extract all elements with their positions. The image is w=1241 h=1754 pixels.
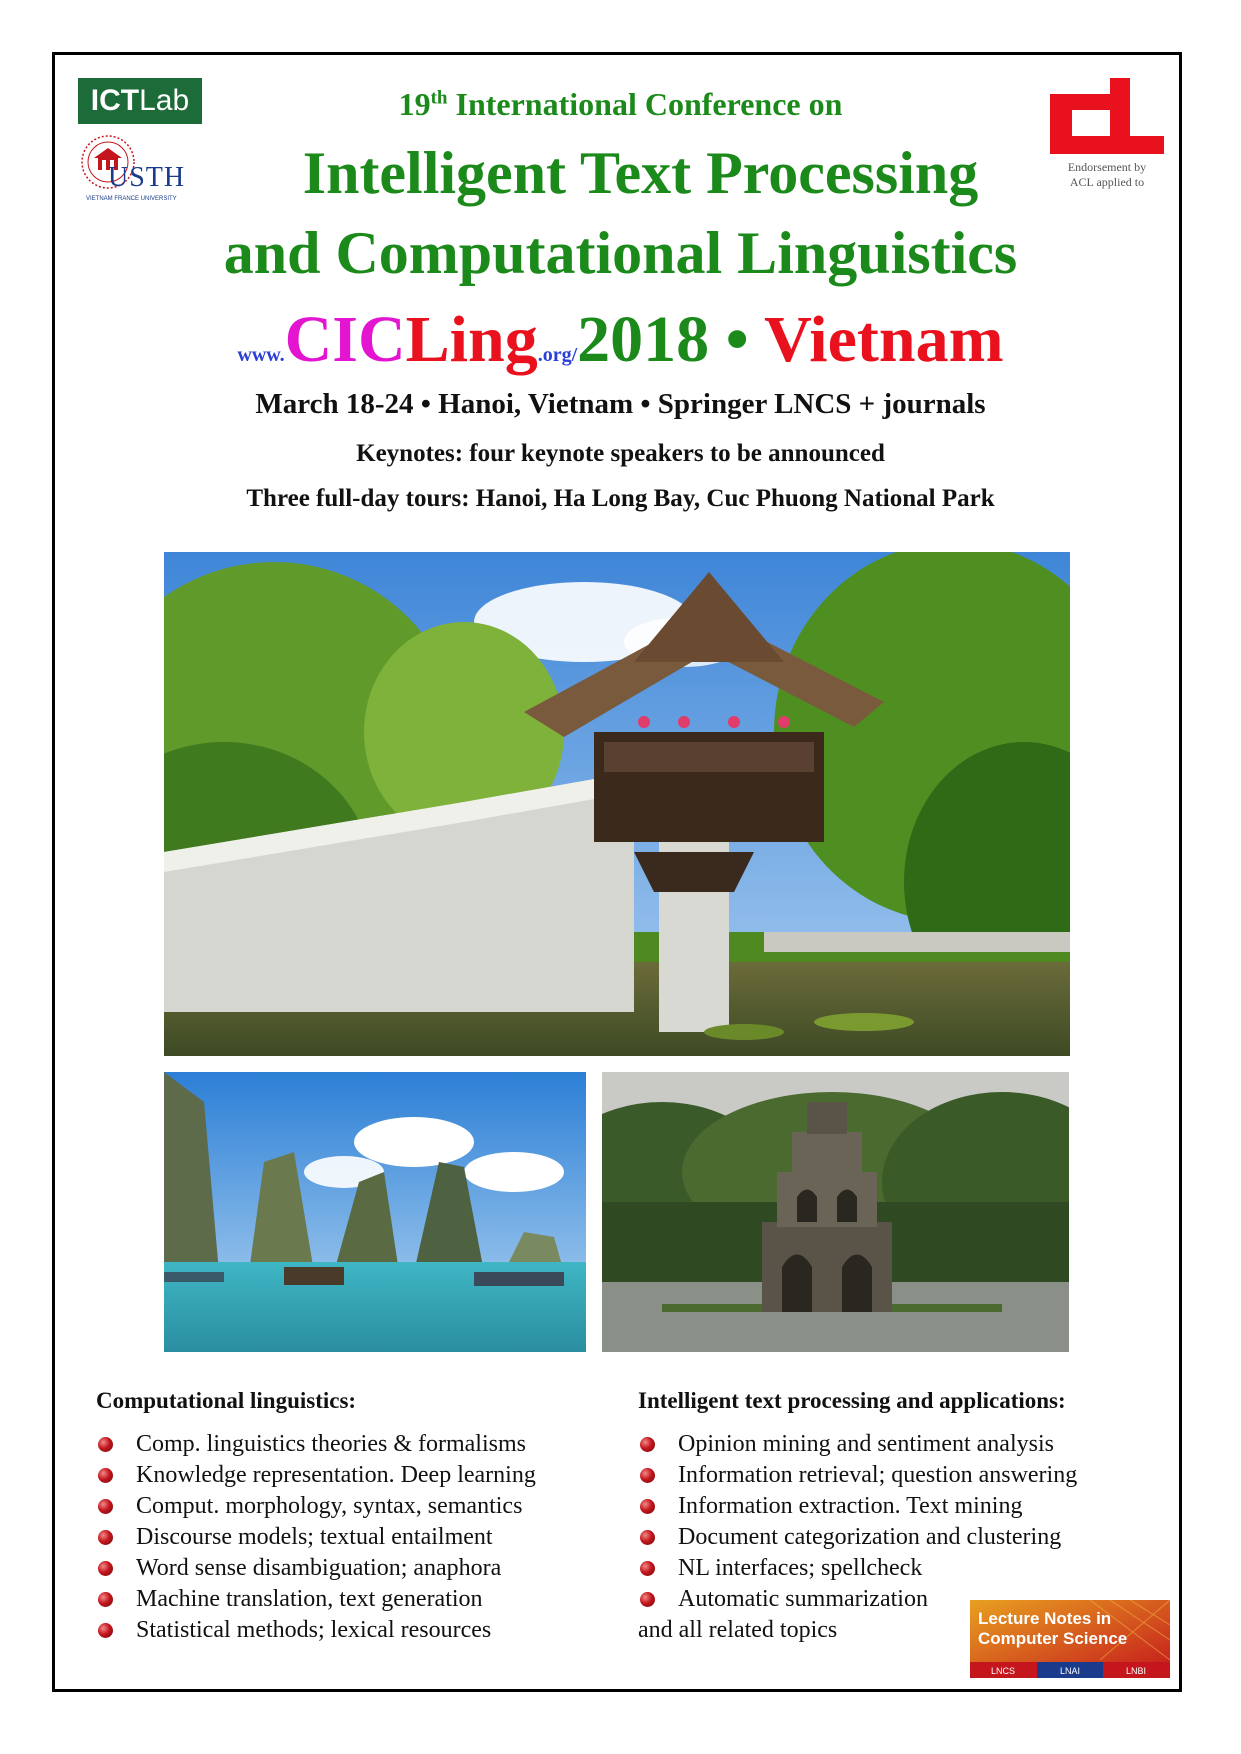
list-item: Automatic summarization — [638, 1584, 1158, 1615]
bullet-icon — [98, 1437, 113, 1452]
list-item: Word sense disambiguation; anaphora — [96, 1553, 616, 1584]
bullet-icon — [98, 1499, 113, 1514]
ha-long-bay-photo — [164, 1072, 586, 1352]
topics-left-list — [96, 1429, 616, 1646]
lncs-logo-icon — [970, 1600, 1170, 1678]
lncs-title-line1: Lecture Notes in — [978, 1609, 1112, 1628]
keynotes-line: Keynotes: four keynote speakers to be announced — [356, 440, 885, 467]
tours-line: Three full-day tours: Hanoi, Ha Long Bay, Cuc Phuong National Park — [246, 485, 995, 512]
conference-country: Vietnam — [764, 303, 1004, 376]
acl-caption: Endorsement by ACL applied to — [1067, 160, 1147, 189]
url-cic: CIC — [284, 303, 406, 376]
bullet-icon — [98, 1530, 113, 1545]
list-item: Machine translation, text generation — [96, 1584, 616, 1615]
bullet-icon — [640, 1437, 655, 1452]
bullet-icon — [640, 1499, 655, 1514]
lncs-series-lnbi: LNBI — [1125, 1666, 1147, 1676]
bullet-icon — [98, 1623, 113, 1638]
topics-right-heading: Intelligent text processing and applications: — [638, 1388, 1066, 1413]
usth-name: USTH — [108, 162, 186, 193]
dates-line: March 18-24 • Hanoi, Vietnam • Springer LNCS + journals — [255, 388, 986, 420]
list-item: NL interfaces; spellcheck — [638, 1553, 1158, 1584]
lncs-series-lncs: LNCS — [990, 1666, 1016, 1676]
bullet-icon — [98, 1592, 113, 1607]
topics-left-heading: Computational linguistics: — [96, 1388, 357, 1413]
list-item: Discourse models; textual entailment — [96, 1522, 616, 1553]
lncs-title-line2: Computer Science — [978, 1629, 1128, 1648]
conference-year: 2018 • — [577, 303, 765, 376]
list-item: Information extraction. Text mining — [638, 1491, 1158, 1522]
list-item: Opinion mining and sentiment analysis — [638, 1429, 1158, 1460]
pagoda-photo — [164, 552, 1070, 1056]
conference-title-line1: Intelligent Text Processing — [302, 140, 979, 206]
bullet-icon — [98, 1561, 113, 1576]
bullet-icon — [640, 1468, 655, 1483]
list-item: Information retrieval; question answering — [638, 1460, 1158, 1491]
url-org: .org/ — [537, 344, 578, 366]
list-item: Comp. linguistics theories & formalisms — [96, 1429, 616, 1460]
list-item: Knowledge representation. Deep learning — [96, 1460, 616, 1491]
bullet-icon — [640, 1530, 655, 1545]
ictlab-logo: ICTLab — [78, 78, 202, 124]
lncs-series-lnai: LNAI — [1059, 1666, 1081, 1676]
cicling-url-line — [0, 300, 1241, 397]
topics-tail: and all related topics — [638, 1617, 838, 1643]
usth-subtitle: VIETNAM FRANCE UNIVERSITY — [86, 196, 177, 202]
topics-right-list — [638, 1429, 1158, 1615]
list-item: Comput. morphology, syntax, semantics — [96, 1491, 616, 1522]
list-item: Statistical methods; lexical resources — [96, 1615, 616, 1646]
bullet-icon — [640, 1561, 655, 1576]
list-item: Document categorization and clustering — [638, 1522, 1158, 1553]
bullet-icon — [640, 1592, 655, 1607]
turtle-tower-photo — [602, 1072, 1069, 1352]
edition-line: 19th International Conference on — [398, 86, 843, 122]
url-www: www. — [237, 344, 285, 366]
topics-computational-linguistics — [96, 1385, 616, 1646]
conference-title-line2: and Computational Linguistics — [223, 220, 1018, 286]
url-ling: Ling — [405, 303, 538, 376]
bullet-icon — [98, 1468, 113, 1483]
